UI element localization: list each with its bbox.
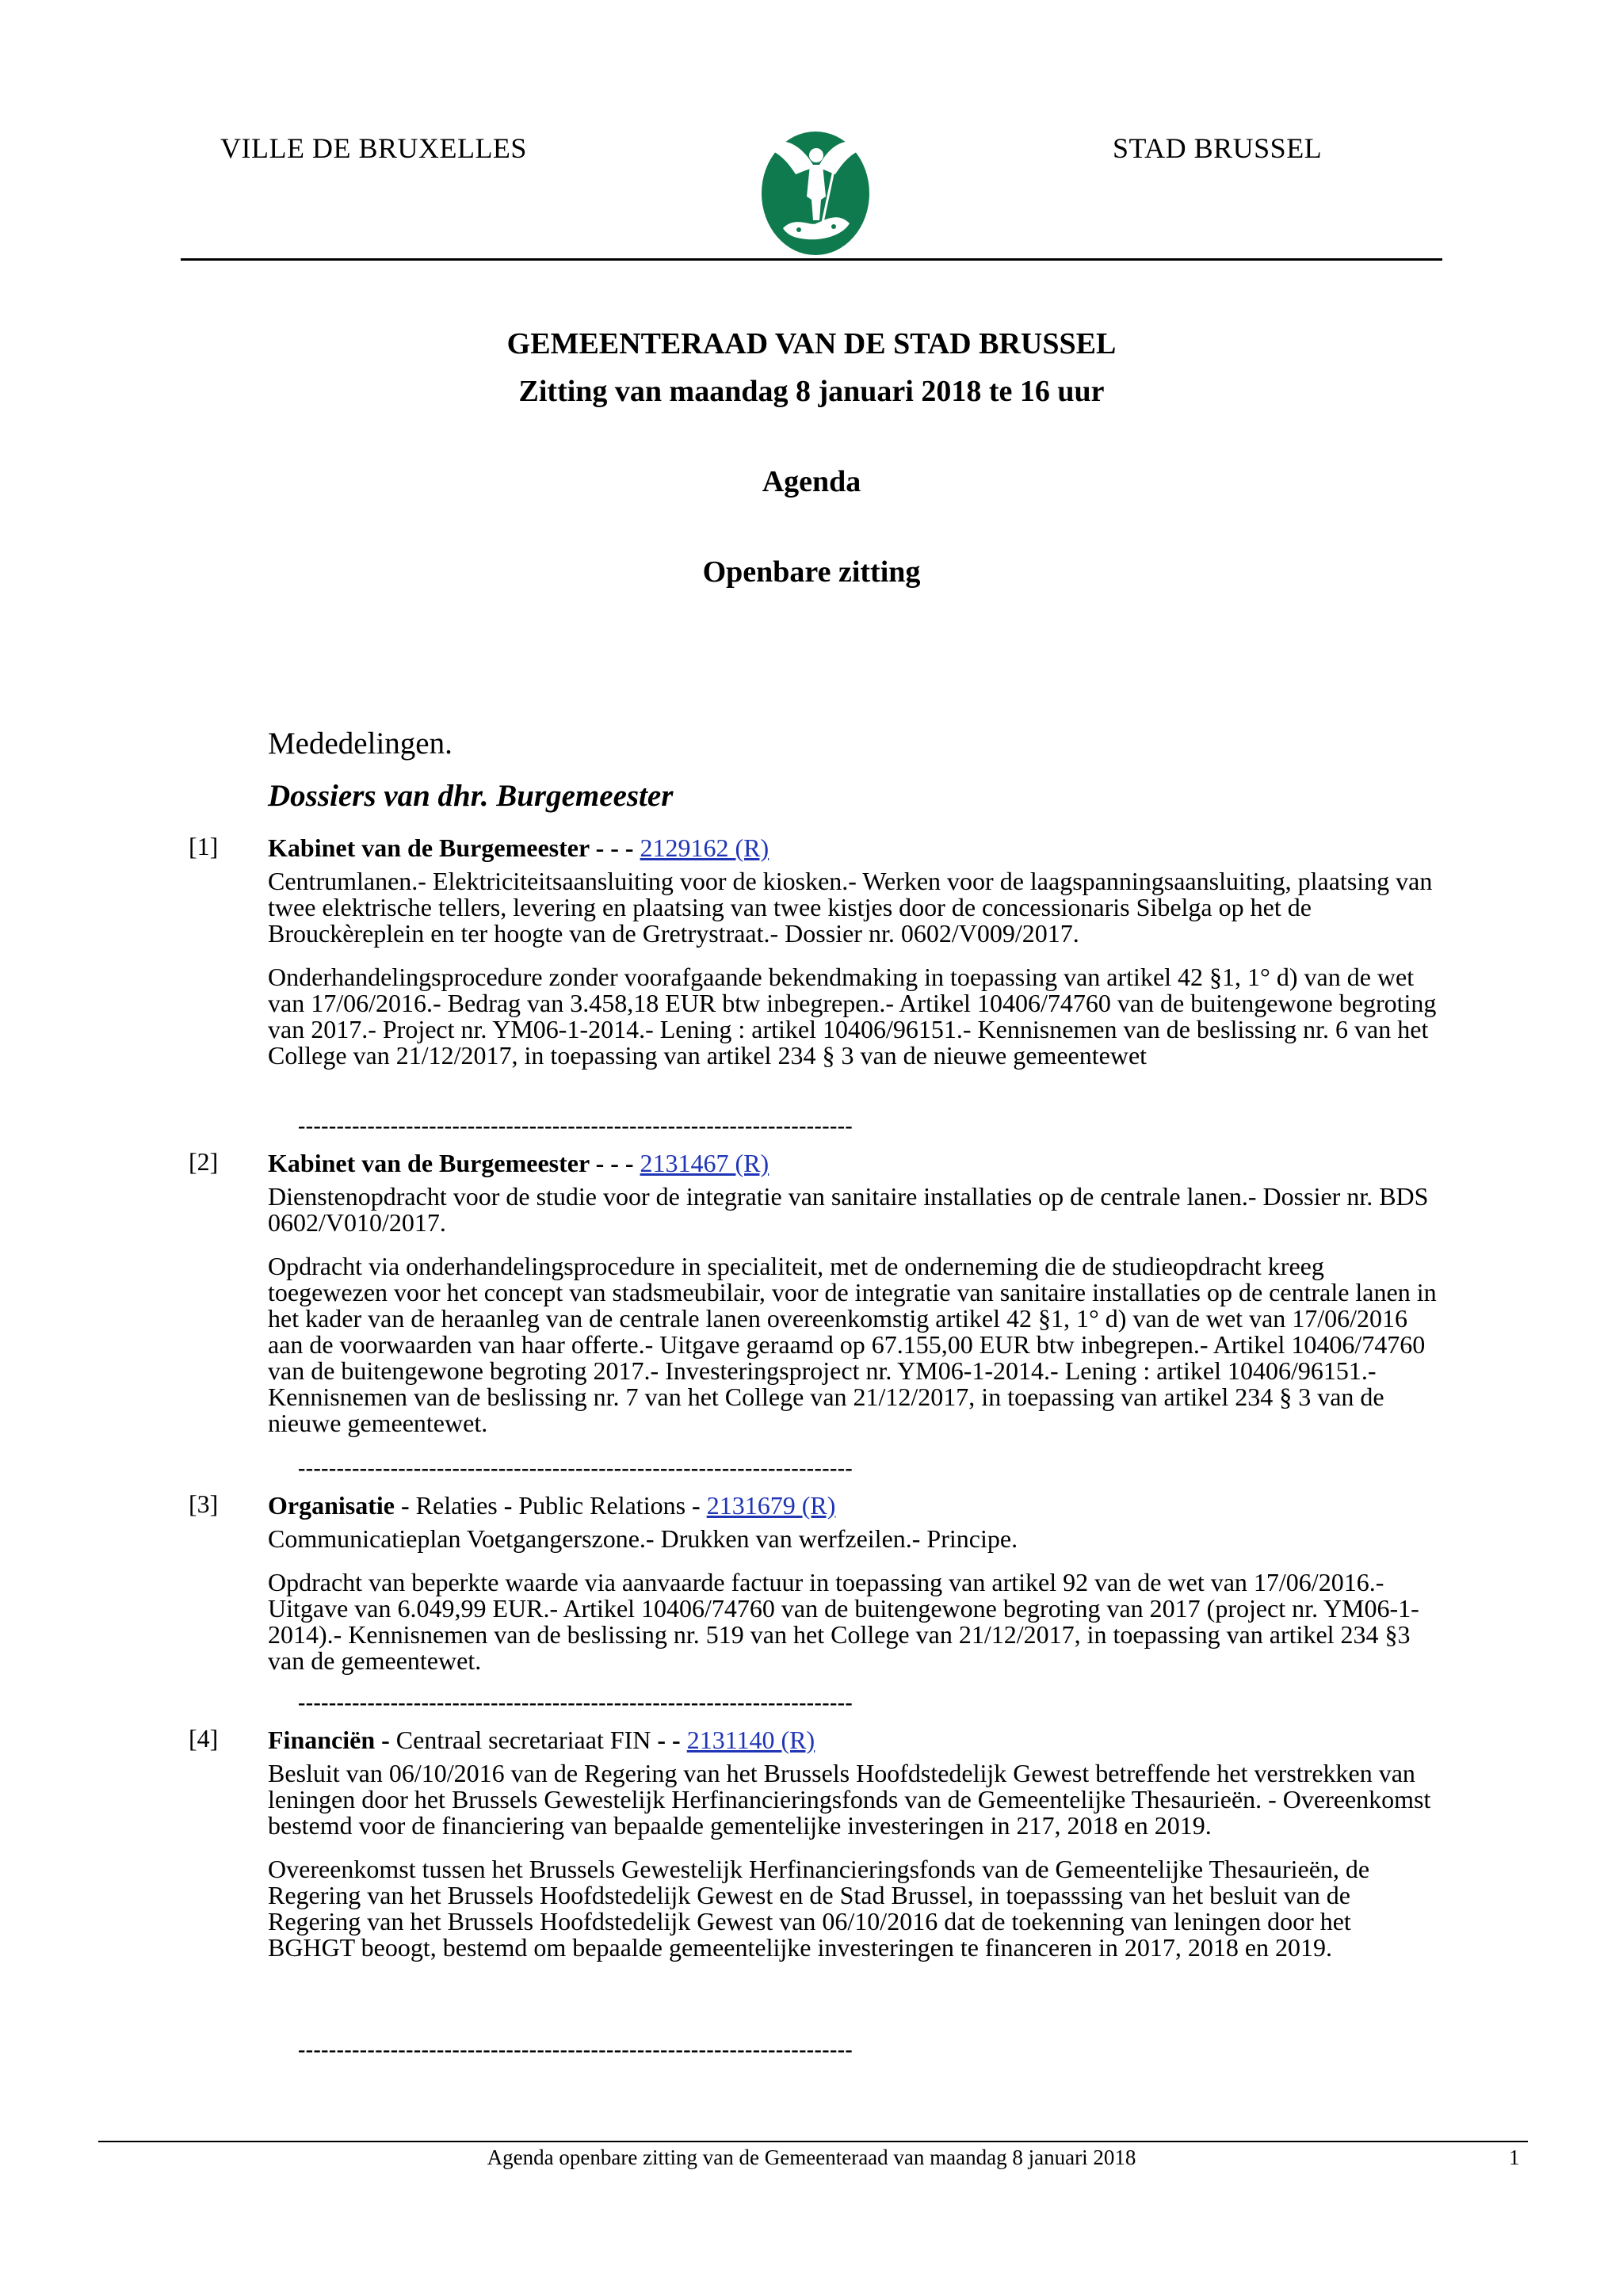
item-department: Financiën - bbox=[268, 1726, 390, 1754]
item-reference-link[interactable]: 2131140 (R) bbox=[686, 1726, 815, 1754]
item-subject: Besluit van 06/10/2016 van de Regering van het Brussels Hoofdstedelijk Gewest betreffende het verstrekken van leningen door het Brussels Gewestelijk Herfinancieringsfonds van de Gemeentelijke Thesaurieën. - Overeenkomst bestemd voor de financiering van bepaalde gementelijke investeringen in 217, 2018 en 2019. bbox=[268, 1759, 1431, 1840]
item-separator: ------------------------------------------------------------------------ bbox=[298, 2038, 854, 2062]
city-logo-saint-michael-icon bbox=[751, 117, 880, 257]
council-title: GEMEENTERAAD VAN DE STAD BRUSSEL bbox=[506, 327, 1117, 360]
item-content bbox=[268, 1489, 1441, 1674]
item-number: [1] bbox=[189, 832, 219, 860]
item-heading bbox=[268, 1489, 1441, 1521]
item-content bbox=[268, 1147, 1441, 1436]
session-date-title: Zitting van maandag 8 januari 2018 te 16 uur bbox=[518, 375, 1105, 408]
item-reference-link[interactable]: 2131467 (R) bbox=[640, 1149, 769, 1177]
item-heading bbox=[268, 1147, 1441, 1179]
item-subject: Communicatieplan Voetgangerszone.- Drukken van werfzeilen.- Principe. bbox=[268, 1524, 1018, 1553]
item-separator: ------------------------------------------------------------------------ bbox=[298, 1114, 854, 1138]
mededelingen-heading: Mededelingen. bbox=[268, 727, 453, 761]
item-dashes: - bbox=[692, 1491, 707, 1520]
item-subject: Centrumlanen.- Elektriciteitsaansluiting voor de kiosken.- Werken voor de laagspanningsaansluiting, plaatsing van twee elektrische tellers, levering en plaatsing van twee kistjes door de concessionaris Sibelga op het de Brouckèreplein en ter hoogte van de Gretrystraat.- Dossier nr. 0602/V009/2017. bbox=[268, 867, 1433, 948]
header-left-text: VILLE DE BRUXELLES bbox=[220, 132, 527, 164]
item-heading bbox=[268, 1724, 1441, 1756]
item-number: [2] bbox=[189, 1147, 219, 1176]
session-type-title: Openbare zitting bbox=[702, 555, 921, 589]
item-dashes: - - bbox=[657, 1726, 687, 1754]
dossiers-heading: Dossiers van dhr. Burgemeester bbox=[268, 779, 674, 813]
item-service: Centraal secretariaat FIN bbox=[389, 1726, 658, 1754]
footer-divider bbox=[98, 2141, 1528, 2142]
item-service: Relaties bbox=[409, 1491, 504, 1520]
item-reference-link[interactable]: 2131679 (R) bbox=[706, 1491, 836, 1520]
item-description: Onderhandelingsprocedure zonder voorafgaande bekendmaking in toepassing van artikel 42 §1, 1° d) van de wet van 17/06/2016.- Bedrag van 3.458,18 EUR btw inbegrepen.- Artikel 10406/74760 van de buitengewone begroting van 2017.- Project nr. YM06-1-2014.- Lening : artikel 10406/96151.- Kennisnemen van de beslissing nr. 6 van het College van 21/12/2017, in toepassing van artikel 234 § 3 van de nieuwe gemeentewet bbox=[268, 963, 1437, 1070]
item-department: Organisatie - bbox=[268, 1491, 410, 1520]
item-dashes: - - bbox=[604, 833, 640, 862]
item-separator: ------------------------------------------------------------------------ bbox=[298, 1691, 854, 1715]
footer-text: Agenda openbare zitting van de Gemeenteraad van maandag 8 januari 2018 bbox=[487, 2145, 1136, 2169]
item-subject: Dienstenopdracht voor de studie voor de integratie van sanitaire installaties op de centrale lanen.- Dossier nr. BDS 0602/V010/2017. bbox=[268, 1182, 1429, 1237]
item-department: Kabinet van de Burgemeester - bbox=[268, 833, 605, 862]
header-right-text: STAD BRUSSEL bbox=[1113, 132, 1323, 164]
item-reference-link[interactable]: 2129162 (R) bbox=[640, 833, 769, 862]
item-number: [3] bbox=[189, 1489, 219, 1518]
item-dashes: - - bbox=[604, 1149, 640, 1177]
item-separator: ------------------------------------------------------------------------ bbox=[298, 1456, 854, 1481]
item-department: Kabinet van de Burgemeester - bbox=[268, 1149, 605, 1177]
item-content bbox=[268, 1724, 1441, 1961]
item-number: [4] bbox=[189, 1724, 219, 1753]
agenda-title: Agenda bbox=[762, 465, 861, 498]
item-dashes: - bbox=[503, 1491, 513, 1520]
item-description: Opdracht via onderhandelingsprocedure in specialiteit, met de onderneming die de studieopdracht kreeg toegewezen voor het concept van stadsmeubilair, voor de integratie van sanitaire installaties op de centrale lanen in het kader van de heraanleg van de centrale lanen overeenkomstig artikel 42 §1, 1° d) van de wet van 17/06/2016 aan de voorwaarden van haar offerte.- Uitgave geraamd op 67.155,00 EUR btw inbegrepen.- Artikel 10406/74760 van de buitengewone begroting 2017.- Investeringsproject nr. YM06-1-2014.- Lening : artikel 10406/96151.- Kennisnemen van de beslissing nr. 7 van het College van 21/12/2017, in toepassing van artikel 234 § 3 van de nieuwe gemeentewet. bbox=[268, 1252, 1437, 1437]
item-description: Opdracht van beperkte waarde via aanvaarde factuur in toepassing van artikel 92 van de wet van 17/06/2016.- Uitgave van 6.049,99 EUR.- Artikel 10406/74760 van de buitengewone begroting van 2017 (project nr. YM06-1-2014).- Kennisnemen van de beslissing nr. 519 van het College van 21/12/2017, in toepassing van artikel 234 §3 van de gemeentewet. bbox=[268, 1568, 1419, 1675]
item-description: Overeenkomst tussen het Brussels Gewestelijk Herfinancieringsfonds van de Gemeentelijke Thesaurieën, de Regering van het Brussels Hoofdstedelijk Gewest en de Stad Brussel, in toepasssing van het besluit van de Regering van het Brussels Hoofdstedelijk Gewest van 06/10/2016 dat de toekenning van leningen door het BGHGT beoogt, bestemd om bepaalde gemeentelijke investeringen te financeren in 2017, 2018 en 2019. bbox=[268, 1855, 1370, 1962]
page-number: 1 bbox=[1509, 2145, 1520, 2169]
header-divider bbox=[181, 258, 1442, 261]
item-heading bbox=[268, 832, 1441, 864]
item-content bbox=[268, 832, 1441, 1069]
item-subservice: Public Relations bbox=[512, 1491, 693, 1520]
